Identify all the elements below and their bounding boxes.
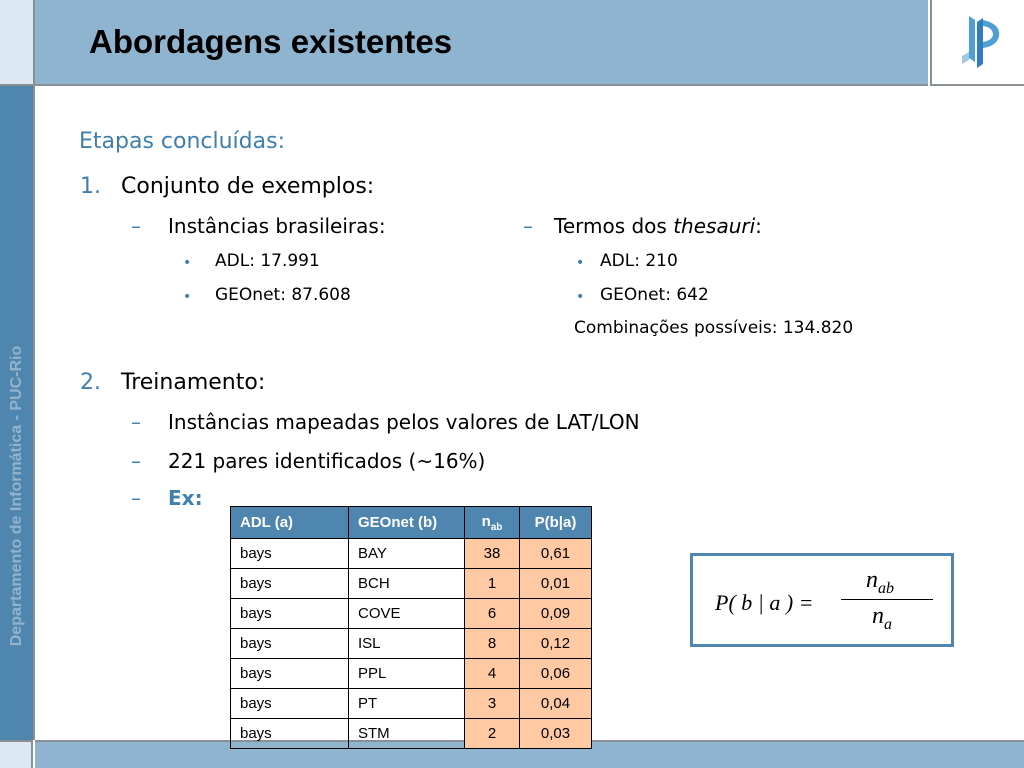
cell-probability: 0,04 [520, 689, 592, 719]
cell-nab: 3 [465, 689, 520, 719]
column-header-geonet: GEOnet (b) [349, 507, 465, 539]
item-number-2: 2. [80, 370, 101, 395]
adl-terms: ADL: 210 [600, 251, 678, 271]
thesauri-terms-label: Termos dos thesauri: [554, 214, 762, 238]
probability-table [230, 506, 592, 749]
dash-marker: – [131, 486, 141, 510]
item-1-label: Conjunto de exemplos: [121, 174, 375, 199]
cell-probability: 0,09 [520, 599, 592, 629]
combinations-note: Combinações possíveis: 134.820 [574, 318, 854, 338]
dash-marker: – [523, 214, 533, 238]
sidebar [0, 86, 35, 740]
cell-geonet: PPL [349, 659, 465, 689]
table-header-row [231, 507, 592, 539]
formula-numerator: $n_{ab}$ [866, 567, 894, 597]
item-number-1: 1. [80, 174, 101, 199]
cell-probability: 0,06 [520, 659, 592, 689]
item-2-label: Treinamento: [121, 370, 266, 395]
corner-top-left [0, 0, 35, 86]
cell-probability: 0,01 [520, 569, 592, 599]
example-label: Ex: [168, 486, 203, 510]
bullet-icon: • [576, 289, 585, 305]
column-header-probability: P(b|a) [520, 507, 592, 539]
geonet-instances: GEOnet: 87.608 [215, 285, 351, 305]
table-row [231, 599, 592, 629]
table-row [231, 719, 592, 749]
dash-marker: – [131, 410, 141, 434]
cell-geonet: PT [349, 689, 465, 719]
adl-instances: ADL: 17.991 [215, 251, 320, 271]
cell-nab: 2 [465, 719, 520, 749]
cell-geonet: STM [349, 719, 465, 749]
cell-adl: bays [231, 539, 349, 569]
dash-marker: – [131, 449, 141, 473]
table-row [231, 689, 592, 719]
column-header-adl: ADL (a) [231, 507, 349, 539]
logo-box [930, 0, 1024, 86]
cell-nab: 1 [465, 569, 520, 599]
cell-adl: bays [231, 629, 349, 659]
bullet-icon: • [183, 289, 192, 305]
mapped-instances-text: Instâncias mapeadas pelos valores de LAT/LON [168, 410, 640, 434]
cell-geonet: ISL [349, 629, 465, 659]
cell-adl: bays [231, 599, 349, 629]
cell-probability: 0,12 [520, 629, 592, 659]
page-title: Abordagens existentes [89, 23, 453, 60]
cell-geonet: BCH [349, 569, 465, 599]
cell-probability: 0,03 [520, 719, 592, 749]
puc-rio-logo-icon [959, 12, 1003, 68]
cell-nab: 38 [465, 539, 520, 569]
formula-lhs: P( b | a ) = [715, 590, 814, 615]
subheading: Etapas concluídas: [79, 129, 285, 154]
identified-pairs-text: 221 pares identificados (~16%) [168, 449, 486, 473]
table-row [231, 569, 592, 599]
formula-denominator: $n_a$ [872, 603, 892, 633]
dash-marker: – [131, 214, 141, 238]
corner-bottom-left [0, 740, 33, 768]
cell-adl: bays [231, 689, 349, 719]
cell-geonet: COVE [349, 599, 465, 629]
table-row [231, 629, 592, 659]
geonet-terms: GEOnet: 642 [600, 285, 709, 305]
cell-nab: 8 [465, 629, 520, 659]
bullet-icon: • [183, 255, 192, 271]
table-row [231, 659, 592, 689]
header-bar [35, 0, 928, 86]
cell-adl: bays [231, 569, 349, 599]
fraction-line [841, 599, 933, 600]
cell-adl: bays [231, 659, 349, 689]
cell-nab: 6 [465, 599, 520, 629]
cell-probability: 0,61 [520, 539, 592, 569]
cell-geonet: BAY [349, 539, 465, 569]
sidebar-text: Departamento de Informática - PUC-Rio [8, 345, 25, 647]
bullet-icon: • [576, 255, 585, 271]
cell-adl: bays [231, 719, 349, 749]
column-header-nab: $n_{ab}$ [465, 507, 520, 539]
brazilian-instances-label: Instâncias brasileiras: [168, 214, 386, 238]
table-row [231, 539, 592, 569]
cell-nab: 4 [465, 659, 520, 689]
formula-box [690, 553, 954, 647]
